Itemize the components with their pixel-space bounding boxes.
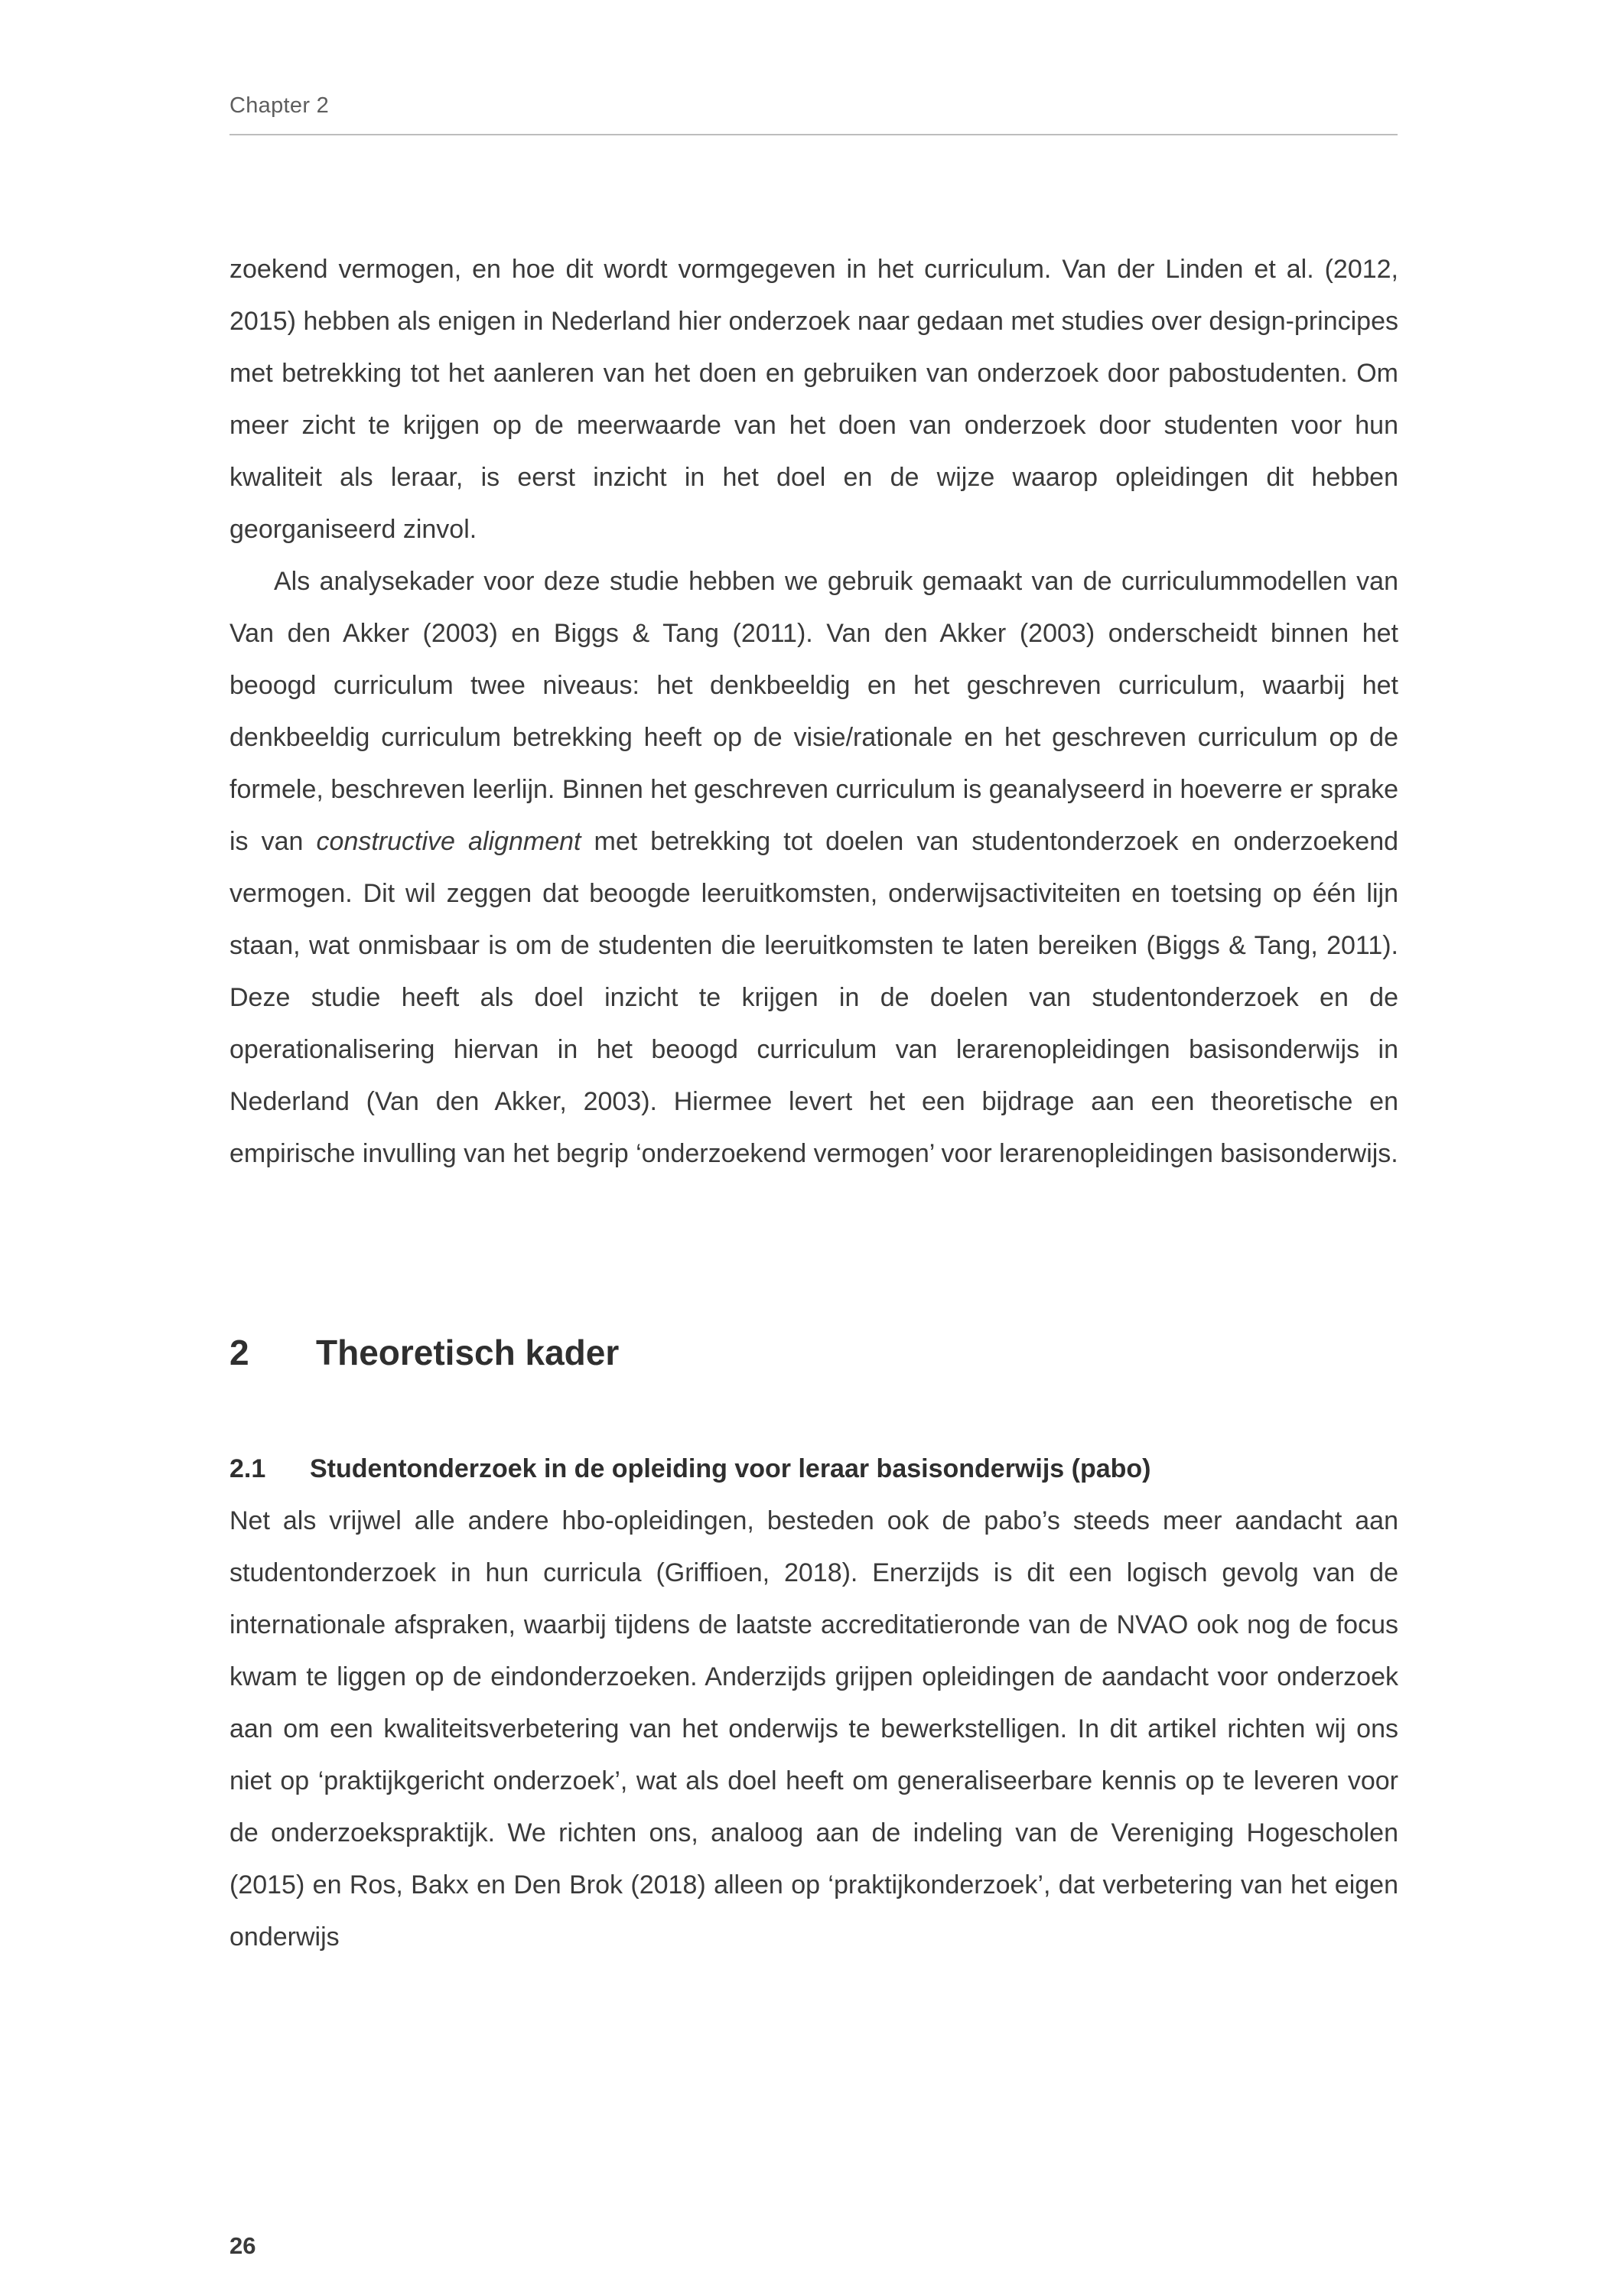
- paragraph-continuation: zoekend vermogen, en hoe dit wordt vormgegeven in het curriculum. Van der Linden et al. (2012, 2015) hebben als enigen in Nederland hier onderzoek naar gedaan met studies over design-principes met betrekking tot het aanleren van het doen en gebruiken van onderzoek door pabostudenten. Om meer zicht te krijgen op de meerwaarde van het doen van onderzoek door studenten voor hun kwaliteit als leraar, is eerst inzicht in het doel en de wijze waarop opleidingen dit hebben georganiseerd zinvol.: [229, 255, 1398, 544]
- section-heading: [229, 1330, 1398, 1375]
- page-content: [229, 243, 1398, 1963]
- subsection-title: Studentonderzoek in de opleiding voor leraar basisonderwijs (pabo): [310, 1454, 1151, 1483]
- running-header: [229, 93, 1398, 135]
- italic-term-constructive-alignment: constructive alignment: [316, 827, 581, 856]
- section-number: 2: [229, 1333, 249, 1372]
- subsection-heading: [229, 1443, 1398, 1495]
- chapter-label: Chapter 2: [229, 93, 330, 118]
- subsection-number: 2.1: [229, 1454, 266, 1483]
- paragraph-analysis-text-after: met betrekking tot doelen van studentonderzoek en onderzoekend vermogen. Dit wil zeggen dat beoogde leeruitkomsten, onderwijsactiviteiten en toetsing op één lijn staan, wat onmisbaar is om de studenten die leeruitkomsten te laten bereiken (Biggs & Tang, 2011). Deze studie heeft als doel inzicht te krijgen in de doelen van studentonderzoek en de operationalisering hiervan in het beoogd curriculum van lerarenopleidingen basisonderwijs in Nederland (Van den Akker, 2003). Hiermee levert het een bijdrage aan een theoretische en empirische invulling van het begrip ‘onderzoekend vermogen’ voor lerarenopleidingen basisonderwijs.: [229, 827, 1399, 1168]
- paragraph-analysis-framework: [229, 555, 1398, 1180]
- section-title: Theoretisch kader: [316, 1333, 620, 1372]
- paragraph-student-research: Net als vrijwel alle andere hbo-opleidingen, besteden ook de pabo’s steeds meer aandacht aan studentonderzoek in hun curricula (Griffioen, 2018). Enerzijds is dit een logisch gevolg van de internationale afspraken, waarbij tijdens de laatste accreditatieronde van de NVAO ook nog de focus kwam te liggen op de eindonderzoeken. Anderzijds grijpen opleidingen de aandacht voor onderzoek aan om een kwaliteitsverbetering van het onderwijs te bewerkstelligen. In dit artikel richten wij ons niet op ‘praktijkgericht onderzoek’, wat als doel heeft om generaliseerbare kennis op te leveren voor de onderzoekspraktijk. We richten ons, analoog aan de indeling van de Vereniging Hogescholen (2015) en Ros, Bakx en Den Brok (2018) alleen op ‘praktijkonderzoek’, dat verbetering van het eigen onderwijs: [229, 1506, 1398, 1952]
- page-number: 26: [229, 2232, 256, 2259]
- header-rule: [229, 134, 1398, 135]
- paragraph-analysis-text-before: Als analysekader voor deze studie hebben we gebruik gemaakt van de curriculummodellen van Van den Akker (2003) en Biggs & Tang (2011). Van den Akker (2003) onderscheidt binnen het beoogd curriculum twee niveaus: het denkbeeldig en het geschreven curriculum, waarbij het denkbeeldig curriculum betrekking heeft op de visie/rationale en het geschreven curriculum op de formele, beschreven leerlijn. Binnen het geschreven curriculum is geanalyseerd in hoeverre er sprake is van: [229, 567, 1398, 856]
- page-footer: [229, 2232, 255, 2260]
